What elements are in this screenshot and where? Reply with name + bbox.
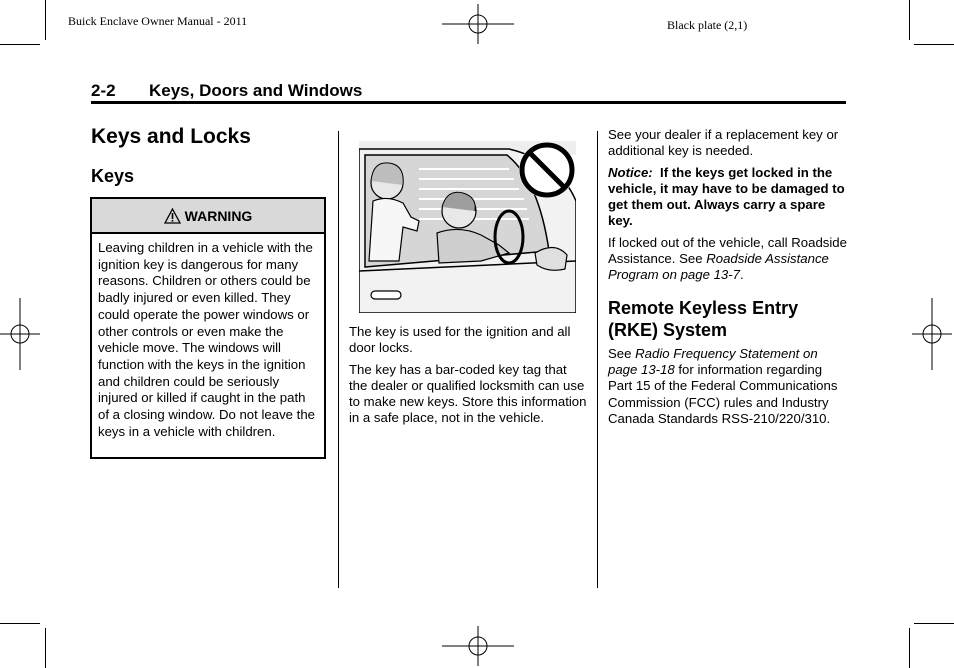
- paragraph: If locked out of the vehicle, call Roadside Assistance. See Roadside Assistance Program on page 13-7.: [608, 234, 847, 283]
- paragraph: See your dealer if a replacement key or additional key is needed.: [608, 127, 839, 159]
- warning-text: Leaving children in a vehicle with the ignition key is dangerous for many reasons. Children or others could be badly injured or even killed. They could operate the power windows or other controls or even make the vehicle move. The windows will function with the keys in the ignition and children could be seriously injured or killed if caught in the path of a closing window. Do not leave the keys in a vehicle with children.: [98, 240, 315, 439]
- paragraph: The key has a bar-coded key tag that the dealer or qualified locksmith can use to make new keys. Store this information in a safe place, not in the vehicle.: [349, 361, 587, 426]
- notice-label: Notice:: [608, 164, 653, 180]
- notice-paragraph: [608, 165, 848, 230]
- column-divider: [338, 131, 339, 588]
- crop-mark: [45, 0, 46, 40]
- print-header-left: Buick Enclave Owner Manual - 2011: [68, 14, 248, 28]
- registration-mark-icon: [442, 4, 514, 44]
- section-title: Keys and Locks: [91, 125, 251, 148]
- warning-triangle-icon: [164, 208, 181, 224]
- children-in-vehicle-illustration: [359, 141, 576, 313]
- crop-mark: [0, 623, 40, 624]
- page-number: 2-2: [91, 81, 116, 100]
- crop-mark: [909, 0, 910, 40]
- cross-reference-link[interactable]: Radio Frequency Statement on page 13-18: [608, 345, 818, 377]
- column-3-text: [608, 127, 848, 432]
- crop-mark: [914, 44, 954, 45]
- subsection-title: Keys: [91, 166, 135, 186]
- warning-box: [90, 197, 326, 459]
- header-rule: [91, 101, 846, 104]
- no-symbol-icon: [519, 142, 575, 198]
- print-header-right: Black plate (2,1): [667, 18, 748, 32]
- crop-mark: [45, 628, 46, 668]
- registration-mark-icon: [0, 298, 40, 370]
- crop-mark: [914, 623, 954, 624]
- cross-reference-link[interactable]: Roadside Assistance Program on page 13-7: [608, 251, 829, 283]
- registration-mark-icon: [442, 626, 514, 666]
- subsection-title: Remote Keyless Entry (RKE) System: [608, 297, 799, 340]
- running-head: [91, 81, 362, 101]
- column-divider: [597, 131, 598, 588]
- registration-mark-icon: [912, 298, 952, 370]
- paragraph: The key is used for the ignition and all door locks.: [349, 324, 571, 356]
- notice-text: If the keys get locked in the vehicle, it may have to be damaged to get them out. Always carry a spare key.: [608, 164, 845, 229]
- chapter-title: Keys, Doors and Windows: [149, 81, 363, 100]
- paragraph: See Radio Frequency Statement on page 13-18 for information regarding Part 15 of the Federal Communications Commission (FCC) rules and Industry Canada Standards RSS-210/220/310.: [608, 345, 838, 426]
- warning-label: WARNING: [184, 207, 253, 224]
- crop-mark: [909, 628, 910, 668]
- column-2-text: [349, 324, 587, 432]
- crop-mark: [0, 44, 40, 45]
- warning-header: [92, 199, 324, 234]
